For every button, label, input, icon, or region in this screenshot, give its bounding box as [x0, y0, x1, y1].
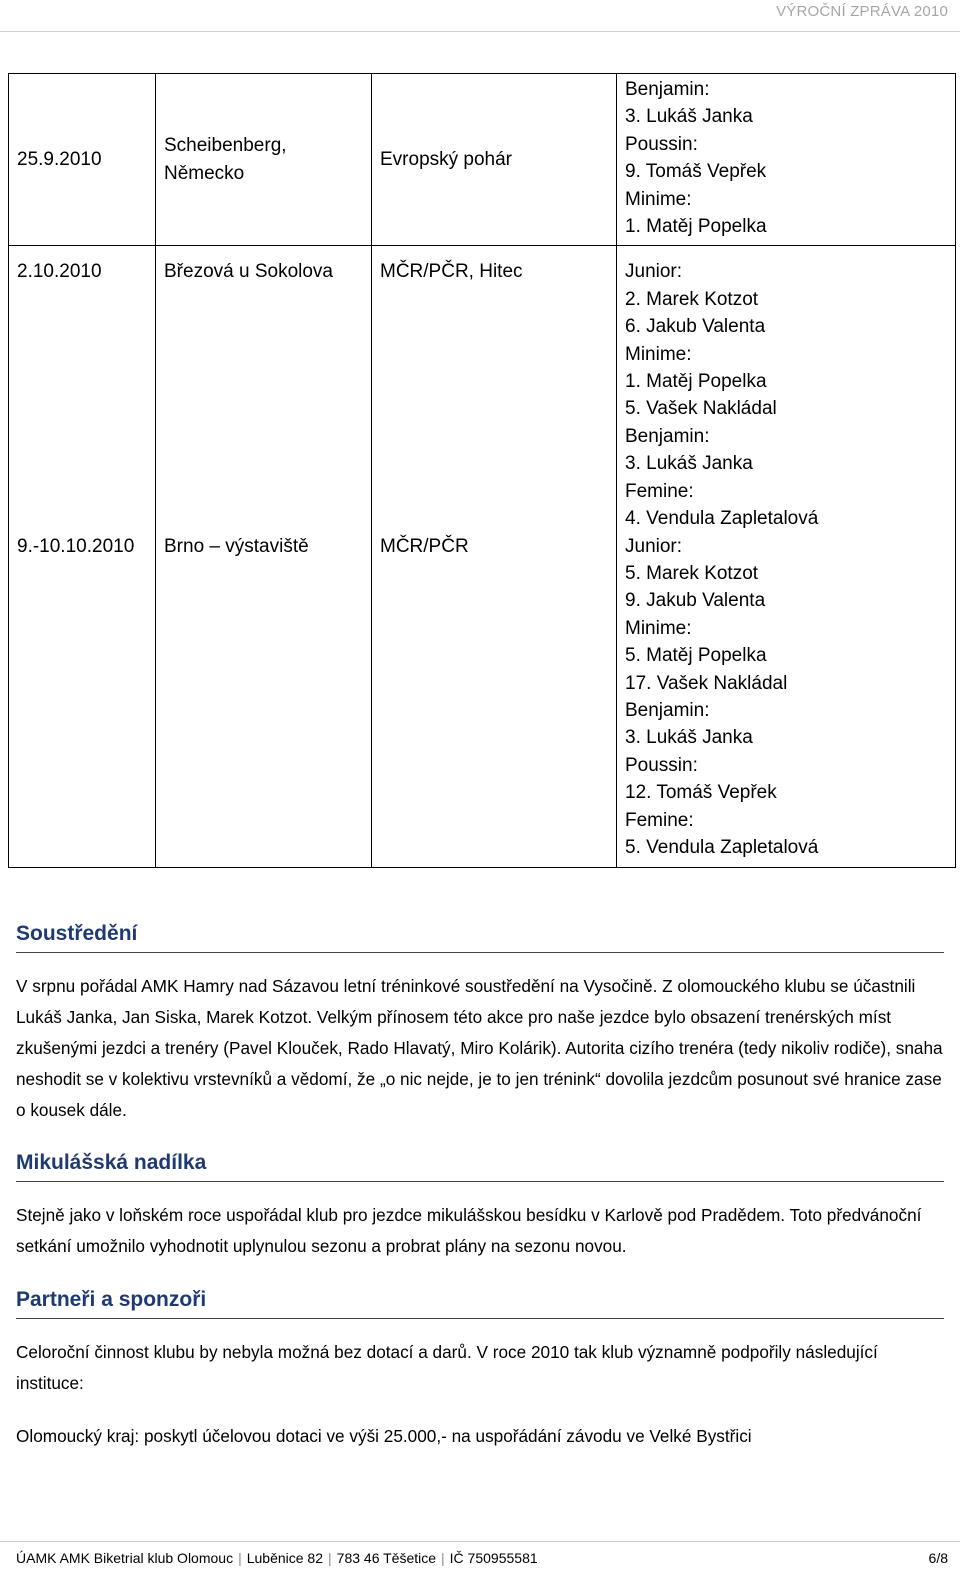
- result-line: Poussin:: [625, 133, 698, 155]
- result-line: 6. Jakub Valenta: [625, 316, 766, 338]
- place-cell: Scheibenberg, Německo: [156, 74, 372, 246]
- result-line: 17. Vašek Nakládal: [625, 672, 788, 694]
- result-line: 4. Vendula Zapletalová: [625, 508, 819, 530]
- footer-ic: IČ 750955581: [449, 1550, 538, 1566]
- event-cell: MČR/PČR: [372, 533, 617, 868]
- section-soustredeni: [16, 922, 944, 1126]
- report-header-title: VÝROČNÍ ZPRÁVA 2010: [776, 3, 948, 20]
- result-line: 3. Lukáš Janka: [625, 106, 753, 128]
- result-line: 5. Marek Kotzot: [625, 562, 759, 584]
- result-line: 9. Tomáš Vepřek: [625, 161, 767, 183]
- results-cell: [617, 246, 956, 533]
- result-line: Junior:: [625, 261, 683, 283]
- section-paragraph: V srpnu pořádal AMK Hamry nad Sázavou letní tréninkové soustředění na Vysočině. Z olomouckého klubu se účastnili Lukáš Janka, Jan Siska, Marek Kotzot. Velkým přínosem této akce pro naše jezdce bylo obsazení trenérských míst zkušenými jezdci a trenéry (Pavel Klouček, Rado Hlavatý, Miro Kolárik). Autorita cizího trenéra (tedy nikoliv rodiče), snaha neshodit se v kolektivu vrstevníků a vědomí, že „o nic nejde, je to jen trénink“ dovolila jezdcům posunout své hranice zase o kousek dále.: [16, 976, 943, 1120]
- footer-city: 783 46 Těšetice: [336, 1550, 437, 1566]
- page-footer: [16, 1550, 948, 1566]
- table-row: [9, 74, 956, 246]
- result-line: Benjamin:: [625, 699, 710, 721]
- results-cell: [617, 74, 956, 246]
- result-line: Poussin:: [625, 754, 698, 776]
- result-line: 12. Tomáš Vepřek: [625, 782, 777, 804]
- section-paragraph: Celoroční činnost klubu by nebyla možná bez dotací a darů. V roce 2010 tak klub významně podpořily následující instituce:: [16, 1342, 878, 1393]
- result-line: 3. Lukáš Janka: [625, 727, 753, 749]
- result-line: Femine:: [625, 809, 694, 831]
- header-divider: [0, 31, 960, 32]
- result-line: Femine:: [625, 480, 694, 502]
- section-paragraph: Stejně jako v loňském roce uspořádal klub pro jezdce mikulášskou besídku v Karlově pod Pradědem. Toto předvánoční setkání umožnilo vyhodnotit uplynulou sezonu a probrat plány na sezonu novou.: [16, 1205, 922, 1256]
- result-line: 3. Lukáš Janka: [625, 453, 753, 475]
- footer-separator: |: [238, 1550, 242, 1566]
- footer-separator: |: [328, 1550, 332, 1566]
- result-line: Minime:: [625, 617, 692, 639]
- footer-divider: [0, 1541, 960, 1542]
- table-row: [9, 533, 956, 868]
- section-partneri: [16, 1288, 944, 1452]
- result-line: 2. Marek Kotzot: [625, 288, 759, 310]
- result-line: 5. Matěj Popelka: [625, 645, 767, 667]
- result-line: Minime:: [625, 188, 692, 210]
- result-line: Benjamin:: [625, 425, 710, 447]
- table-row: [9, 246, 956, 533]
- results-table: [8, 73, 956, 868]
- result-line: 1. Matěj Popelka: [625, 371, 767, 393]
- result-line: 9. Jakub Valenta: [625, 590, 766, 612]
- result-line: Junior:: [625, 535, 683, 557]
- footer-street: Luběnice 82: [246, 1550, 324, 1566]
- result-line: 5. Vendula Zapletalová: [625, 836, 819, 858]
- section-mikulasska-nadilka: [16, 1151, 944, 1262]
- footer-separator: |: [441, 1550, 445, 1566]
- section-heading: Partneři a sponzoři: [16, 1288, 944, 1319]
- footer-org: ÚAMK AMK Biketrial klub Olomouc: [16, 1550, 234, 1566]
- place-cell: Brno – výstaviště: [156, 533, 372, 868]
- date-cell: 25.9.2010: [9, 74, 156, 246]
- event-cell: Evropský pohár: [372, 74, 617, 246]
- page-number: 6/8: [928, 1550, 948, 1566]
- event-cell: MČR/PČR, Hitec: [372, 246, 617, 533]
- date-cell: 9.-10.10.2010: [9, 533, 156, 868]
- result-line: Benjamin:: [625, 79, 710, 100]
- section-paragraph: Olomoucký kraj: poskytl účelovou dotaci ve výši 25.000,- na uspořádání závodu ve Velké Bystřici: [16, 1426, 752, 1446]
- result-line: 1. Matěj Popelka: [625, 216, 767, 238]
- result-line: Minime:: [625, 343, 692, 365]
- result-line: 5. Vašek Nakládal: [625, 398, 777, 420]
- date-cell: 2.10.2010: [9, 246, 156, 533]
- place-cell: Březová u Sokolova: [156, 246, 372, 533]
- section-heading: Soustředění: [16, 922, 944, 953]
- results-cell: [617, 533, 956, 868]
- section-heading: Mikulášská nadílka: [16, 1151, 944, 1182]
